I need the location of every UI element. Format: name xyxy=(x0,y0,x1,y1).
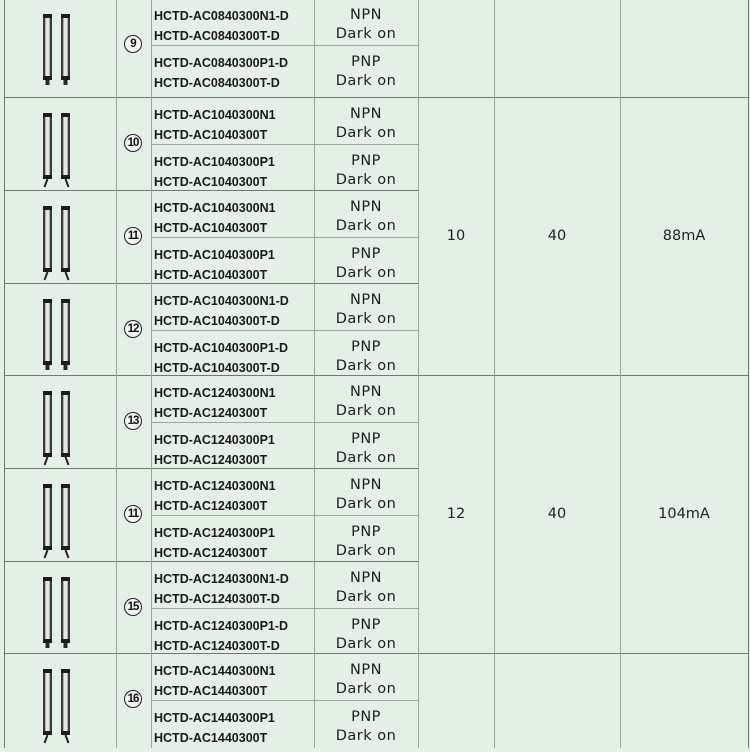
output-type: NPN xyxy=(350,477,382,493)
output-mode: Dark on xyxy=(335,542,397,559)
model-code-secondary: HCTD-AC1240300T xyxy=(154,452,268,467)
model-code-primary: HCTD-AC1240300N1 xyxy=(154,479,276,493)
output-mode: Dark on xyxy=(335,496,397,512)
model-code-secondary: HCTD-AC1040300T-D xyxy=(154,314,280,328)
light-curtain-pair-icon xyxy=(35,573,79,660)
model-code-secondary: HCTD-AC1040300T xyxy=(154,221,268,235)
model-code-secondary: HCTD-AC1040300T-D xyxy=(154,360,280,375)
output-type: NPN xyxy=(350,199,382,215)
output-mode: Dark on xyxy=(335,311,397,327)
entry-divider xyxy=(151,330,418,331)
output-type: PNP xyxy=(351,430,381,447)
model-code-primary: HCTD-AC1240300P1 xyxy=(154,432,275,447)
table-row xyxy=(0,97,1,190)
output-mode: Dark on xyxy=(335,218,397,234)
output-type: NPN xyxy=(350,292,382,308)
column-divider xyxy=(4,0,5,748)
output-type: PNP xyxy=(351,53,381,70)
output-mode: Dark on xyxy=(335,264,397,281)
output-mode: Dark on xyxy=(335,357,397,374)
model-code-secondary: HCTD-AC1240300T xyxy=(154,499,268,513)
model-code-primary: HCTD-AC1040300N1 xyxy=(154,108,276,122)
row-divider xyxy=(4,468,418,469)
output-mode: Dark on xyxy=(335,635,397,652)
model-code-secondary: HCTD-AC0840300T-D xyxy=(154,29,280,43)
resolution-value: 12 xyxy=(446,505,466,522)
table-row xyxy=(0,653,1,746)
model-code-secondary: HCTD-AC1240300T xyxy=(154,545,268,560)
model-code-secondary: HCTD-AC1040300T xyxy=(154,128,268,142)
table-row xyxy=(0,468,1,561)
current-value: 104mA xyxy=(658,505,710,522)
model-code-secondary: HCTD-AC1040300T xyxy=(154,174,268,189)
resolution-value: 10 xyxy=(446,227,466,244)
model-code-primary: HCTD-AC0840300N1-D xyxy=(154,9,289,23)
row-index-badge: 13 xyxy=(124,412,142,430)
model-code-primary: HCTD-AC1040300P1 xyxy=(154,247,275,262)
range-value: 40 xyxy=(547,505,567,522)
model-code-primary: HCTD-AC1240300P1-D xyxy=(154,618,289,633)
column-divider xyxy=(748,0,749,748)
output-type: PNP xyxy=(351,338,381,355)
table-row xyxy=(0,561,1,654)
model-code-primary: HCTD-AC1240300P1 xyxy=(154,525,275,540)
output-type: PNP xyxy=(351,708,381,725)
row-divider xyxy=(4,190,418,191)
column-divider xyxy=(116,0,117,748)
light-curtain-pair-icon xyxy=(35,295,79,382)
model-code-secondary: HCTD-AC1240300T-D xyxy=(154,592,280,606)
output-type: PNP xyxy=(351,152,381,169)
output-type: PNP xyxy=(351,616,381,633)
row-index-badge: 9 xyxy=(124,35,142,53)
model-code-primary: HCTD-AC0840300P1-D xyxy=(154,55,289,70)
model-code-secondary: HCTD-AC0840300T-D xyxy=(154,75,280,90)
output-type: NPN xyxy=(350,662,382,678)
table-row xyxy=(0,190,1,283)
output-type: NPN xyxy=(350,106,382,122)
output-mode: Dark on xyxy=(335,125,397,141)
entry-divider xyxy=(151,45,418,46)
entry-divider xyxy=(151,700,418,701)
row-index-badge: 10 xyxy=(124,134,142,152)
entry-divider xyxy=(151,237,418,238)
range-value: 40 xyxy=(547,227,567,244)
output-mode: Dark on xyxy=(335,171,397,188)
output-type: NPN xyxy=(350,570,382,586)
model-code-primary: HCTD-AC1040300N1-D xyxy=(154,294,289,308)
output-mode: Dark on xyxy=(335,727,397,744)
light-curtain-pair-icon xyxy=(35,387,79,474)
table-row xyxy=(0,375,1,468)
column-divider xyxy=(151,0,152,748)
output-mode: Dark on xyxy=(335,72,397,89)
output-mode: Dark on xyxy=(335,403,397,419)
model-code-primary: HCTD-AC1040300N1 xyxy=(154,201,276,215)
table-row xyxy=(0,0,1,91)
entry-divider xyxy=(151,422,418,423)
row-index-badge: 11 xyxy=(124,227,142,245)
model-code-primary: HCTD-AC1240300N1-D xyxy=(154,572,289,586)
output-type: PNP xyxy=(351,245,381,262)
output-mode: Dark on xyxy=(335,589,397,605)
model-code-secondary: HCTD-AC1440300T xyxy=(154,684,268,698)
output-type: PNP xyxy=(351,523,381,540)
column-divider xyxy=(418,0,419,748)
model-code-primary: HCTD-AC1440300N1 xyxy=(154,664,276,678)
column-divider xyxy=(494,0,495,748)
model-code-primary: HCTD-AC1440300P1 xyxy=(154,710,275,725)
row-index-badge: 11 xyxy=(124,505,142,523)
row-index-badge: 12 xyxy=(124,320,142,338)
model-code-secondary: HCTD-AC1440300T xyxy=(154,730,268,745)
output-type: NPN xyxy=(350,384,382,400)
entry-divider xyxy=(151,144,418,145)
model-code-primary: HCTD-AC1040300P1 xyxy=(154,154,275,169)
light-curtain-pair-icon xyxy=(35,480,79,567)
row-divider xyxy=(4,283,418,284)
column-divider xyxy=(620,0,621,748)
light-curtain-pair-icon xyxy=(35,109,79,196)
row-divider xyxy=(4,561,418,562)
column-divider xyxy=(314,0,315,748)
output-type: NPN xyxy=(350,7,382,23)
model-code-primary: HCTD-AC1240300N1 xyxy=(154,386,276,400)
output-mode: Dark on xyxy=(335,681,397,697)
table-row xyxy=(0,283,1,376)
row-index-badge: 16 xyxy=(124,690,142,708)
current-value: 88mA xyxy=(662,227,706,244)
model-code-secondary: HCTD-AC1240300T xyxy=(154,406,268,420)
output-mode: Dark on xyxy=(335,449,397,466)
light-curtain-pair-icon xyxy=(35,665,79,752)
model-code-secondary: HCTD-AC1040300T xyxy=(154,267,268,282)
model-code-secondary: HCTD-AC1240300T-D xyxy=(154,638,280,653)
light-curtain-pair-icon xyxy=(35,10,79,97)
entry-divider xyxy=(151,515,418,516)
model-code-primary: HCTD-AC1040300P1-D xyxy=(154,340,289,355)
row-index-badge: 15 xyxy=(124,598,142,616)
output-mode: Dark on xyxy=(335,26,397,42)
light-curtain-pair-icon xyxy=(35,202,79,289)
entry-divider xyxy=(151,608,418,609)
